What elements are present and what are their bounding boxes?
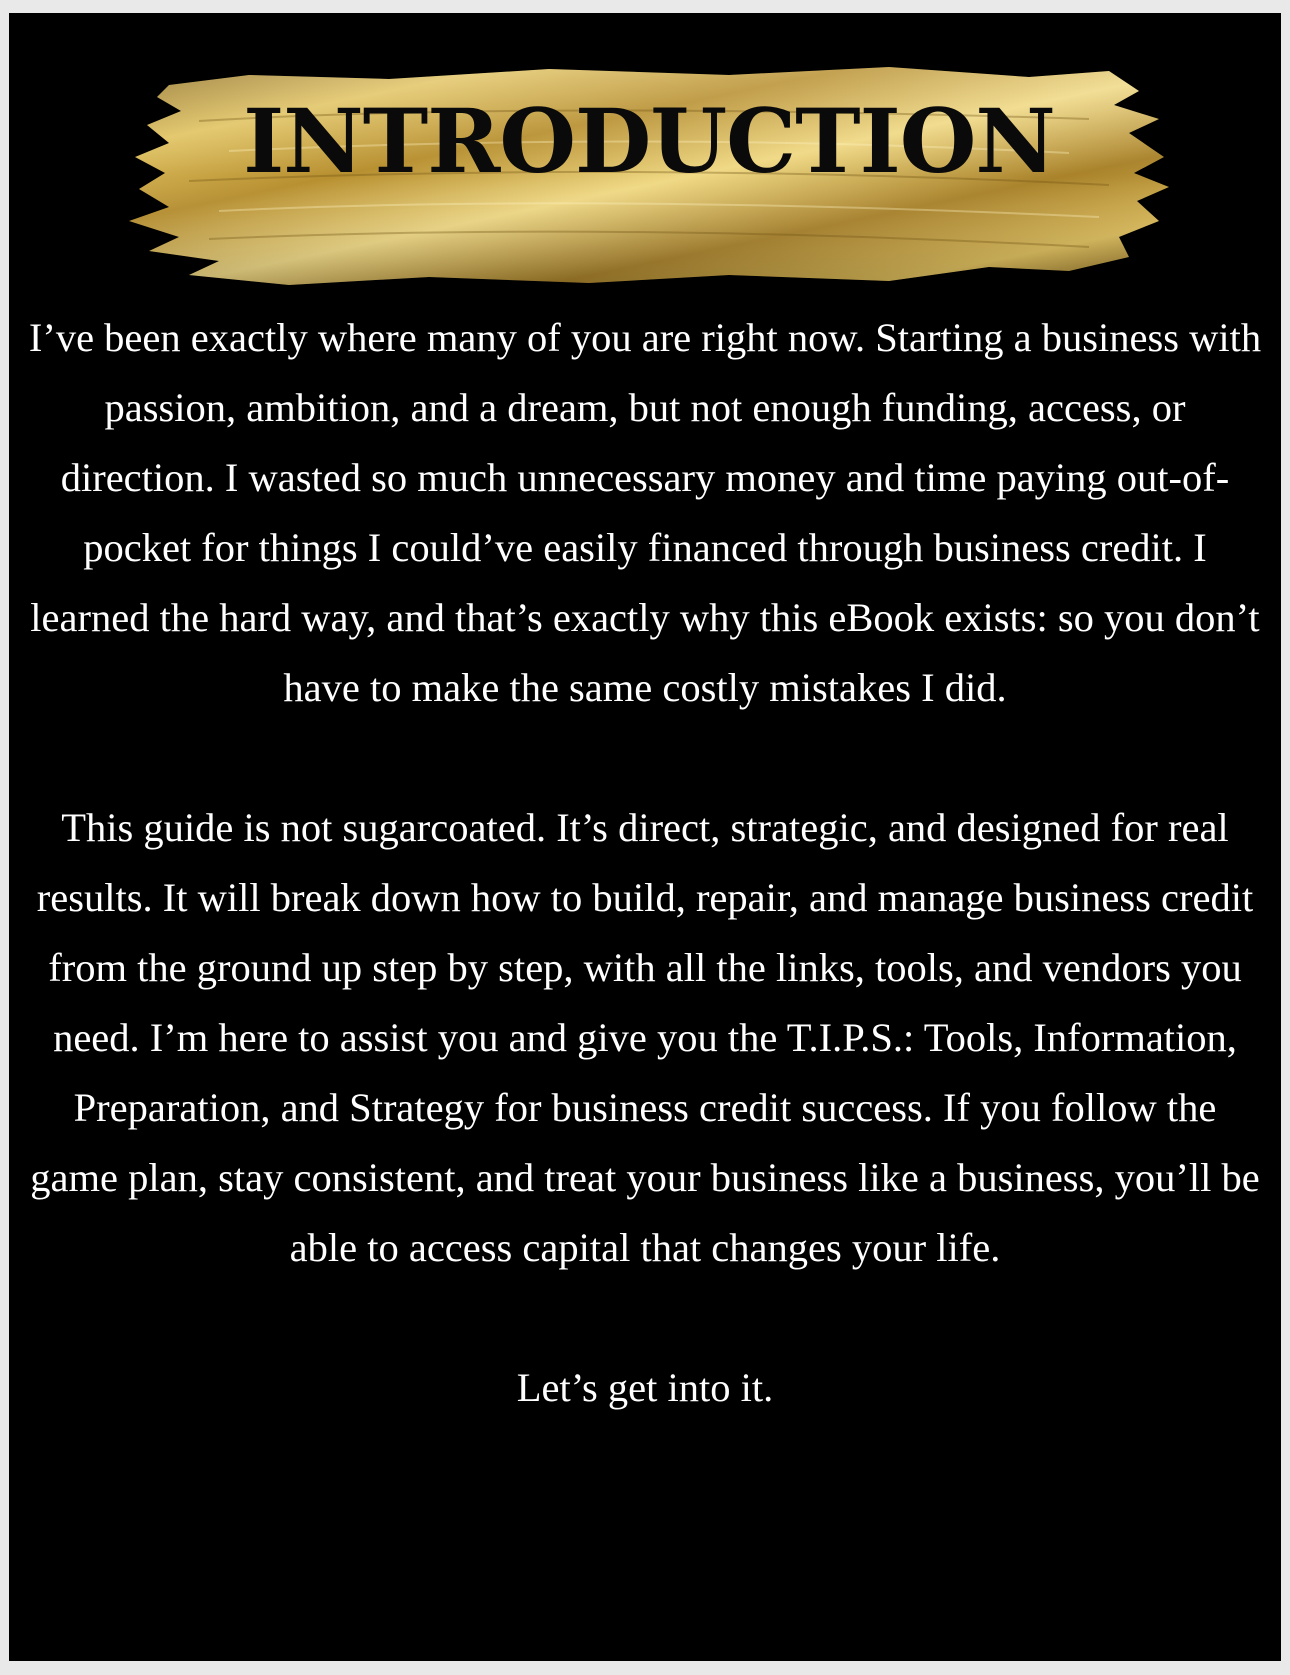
page-title: INTRODUCTION — [243, 89, 1055, 193]
intro-body — [27, 303, 1263, 1423]
gold-brush-banner — [129, 61, 1169, 289]
intro-paragraph: This guide is not sugarcoated. It’s direct, strategic, and designed for real results. It will break down how to build, repair, and manage business credit from the ground up step by step, with all the links, tools, and vendors you need. I’m here to assist you and give you the T.I.P.S.: Tools, Information, Preparation, and Strategy for business credit success. If you follow the game plan, stay consistent, and treat your business like a business, you’ll be able to access capital that changes your life. — [30, 805, 1260, 1270]
page — [9, 13, 1281, 1661]
intro-paragraph: I’ve been exactly where many of you are right now. Starting a business with passion, ambition, and a dream, but not enough funding, access, or direction. I wasted so much unnecessary money and time paying out-of-pocket for things I could’ve easily financed through business credit. I learned the hard way, and that’s exactly why this eBook exists: so you don’t have to make the same costly mistakes I did. — [28, 315, 1262, 710]
closing-line: Let’s get into it. — [516, 1365, 774, 1410]
